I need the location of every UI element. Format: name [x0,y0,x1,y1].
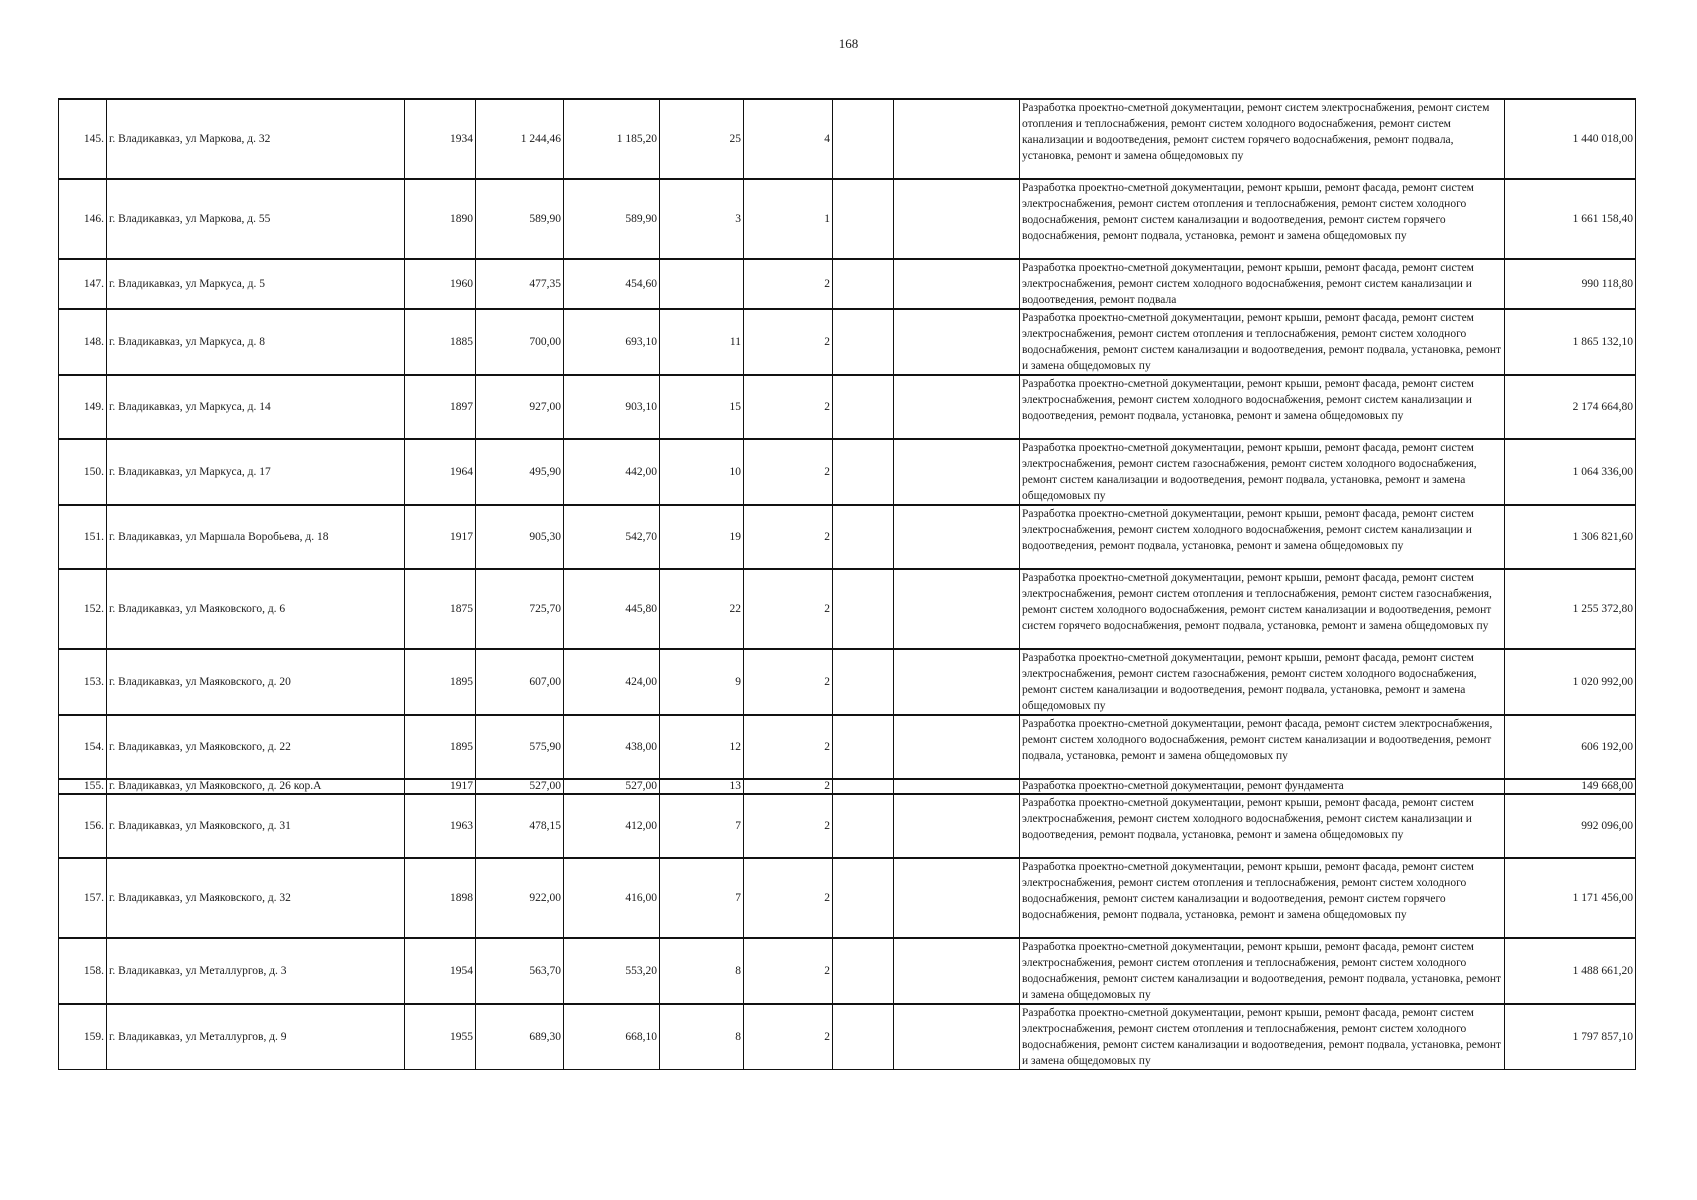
empty-cell [894,99,1020,179]
floors-cell: 2 [744,649,833,715]
row-number: 153. [59,649,107,715]
year-cell: 1934 [405,99,476,179]
empty-cell [894,715,1020,779]
table-row [59,938,1636,1004]
cost-cell: 606 192,00 [1505,715,1636,779]
cost-cell: 1 440 018,00 [1505,99,1636,179]
living-area-cell: 454,60 [564,259,660,309]
living-area-cell: 416,00 [564,858,660,938]
total-area-cell: 689,30 [476,1004,564,1070]
row-number: 156. [59,794,107,858]
residents-cell: 7 [660,858,744,938]
year-cell: 1898 [405,858,476,938]
cost-cell: 1 488 661,20 [1505,938,1636,1004]
address-cell: г. Владикавказ, ул Металлургов, д. 9 [107,1004,405,1070]
empty-cell [894,794,1020,858]
living-area-cell: 442,00 [564,439,660,505]
year-cell: 1964 [405,439,476,505]
empty-cell [894,309,1020,375]
residents-cell: 7 [660,794,744,858]
living-area-cell: 527,00 [564,779,660,794]
table-row [59,179,1636,259]
cost-cell: 1 797 857,10 [1505,1004,1636,1070]
address-cell: г. Владикавказ, ул Маяковского, д. 6 [107,569,405,649]
table-row [59,259,1636,309]
residents-cell: 25 [660,99,744,179]
address-cell: г. Владикавказ, ул Маяковского, д. 20 [107,649,405,715]
floors-cell: 2 [744,938,833,1004]
year-cell: 1917 [405,779,476,794]
floors-cell: 2 [744,439,833,505]
cost-cell: 1 020 992,00 [1505,649,1636,715]
works-description-cell: Разработка проектно-сметной документации, ремонт крыши, ремонт фасада, ремонт систем электроснабжения, ремонт систем отопления и теплоснабжения, ремонт систем холодного водоснабжения, ремонт систем канализации и водоотведения, ремонт систем горячего водоснабжения, ремонт подвала, установка, ремонт и замена общедомовых пу [1020,179,1505,259]
floors-cell: 1 [744,179,833,259]
empty-cell [894,649,1020,715]
total-area-cell: 589,90 [476,179,564,259]
registry-body [59,99,1636,1070]
cost-cell: 1 306 821,60 [1505,505,1636,569]
floors-cell: 2 [744,794,833,858]
total-area-cell: 922,00 [476,858,564,938]
works-description-cell: Разработка проектно-сметной документации, ремонт крыши, ремонт фасада, ремонт систем электроснабжения, ремонт систем холодного водоснабжения, ремонт систем канализации и водоотведения, ремонт подвала, установка, ремонт и замена общедомовых пу [1020,505,1505,569]
empty-cell [833,938,894,1004]
cost-cell: 992 096,00 [1505,794,1636,858]
residents-cell: 15 [660,375,744,439]
total-area-cell: 1 244,46 [476,99,564,179]
table-row [59,569,1636,649]
table-row [59,715,1636,779]
residents-cell: 13 [660,779,744,794]
table-row [59,505,1636,569]
address-cell: г. Владикавказ, ул Маркуса, д. 5 [107,259,405,309]
works-description-cell: Разработка проектно-сметной документации, ремонт крыши, ремонт фасада, ремонт систем электроснабжения, ремонт систем газоснабжения, ремонт систем холодного водоснабжения, ремонт систем канализации и водоотведения, ремонт подвала, установка, ремонт и замена общедомовых пу [1020,439,1505,505]
year-cell: 1963 [405,794,476,858]
empty-cell [894,439,1020,505]
empty-cell [833,99,894,179]
works-description-cell: Разработка проектно-сметной документации, ремонт систем электроснабжения, ремонт систем отопления и теплоснабжения, ремонт систем холодного водоснабжения, ремонт систем канализации и водоотведения, ремонт систем горячего водоснабжения, ремонт подвала, установка, ремонт и замена общедомовых пу [1020,99,1505,179]
floors-cell: 2 [744,779,833,794]
total-area-cell: 725,70 [476,569,564,649]
empty-cell [833,259,894,309]
works-description-cell: Разработка проектно-сметной документации, ремонт крыши, ремонт фасада, ремонт систем электроснабжения, ремонт систем холодного водоснабжения, ремонт систем канализации и водоотведения, ремонт подвала [1020,259,1505,309]
empty-cell [894,505,1020,569]
total-area-cell: 575,90 [476,715,564,779]
living-area-cell: 412,00 [564,794,660,858]
empty-cell [894,569,1020,649]
empty-cell [833,375,894,439]
empty-cell [833,179,894,259]
empty-cell [894,259,1020,309]
empty-cell [833,309,894,375]
empty-cell [894,179,1020,259]
year-cell: 1955 [405,1004,476,1070]
total-area-cell: 927,00 [476,375,564,439]
row-number: 159. [59,1004,107,1070]
table-row [59,858,1636,938]
empty-cell [894,779,1020,794]
address-cell: г. Владикавказ, ул Маяковского, д. 26 кор.А [107,779,405,794]
address-cell: г. Владикавказ, ул Маяковского, д. 32 [107,858,405,938]
works-description-cell: Разработка проектно-сметной документации, ремонт крыши, ремонт фасада, ремонт систем электроснабжения, ремонт систем отопления и теплоснабжения, ремонт систем холодного водоснабжения, ремонт систем канализации и водоотведения, ремонт подвала, установка, ремонт и замена общедомовых пу [1020,309,1505,375]
empty-cell [833,858,894,938]
row-number: 148. [59,309,107,375]
table-row [59,779,1636,794]
works-description-cell: Разработка проектно-сметной документации, ремонт крыши, ремонт фасада, ремонт систем электроснабжения, ремонт систем отопления и теплоснабжения, ремонт систем холодного водоснабжения, ремонт систем канализации и водоотведения, ремонт систем горячего водоснабжения, ремонт подвала, установка, ремонт и замена общедомовых пу [1020,858,1505,938]
works-description-cell: Разработка проектно-сметной документации, ремонт крыши, ремонт фасада, ремонт систем электроснабжения, ремонт систем отопления и теплоснабжения, ремонт систем газоснабжения, ремонт систем холодного водоснабжения, ремонт систем канализации и водоотведения, ремонт систем горячего водоснабжения, ремонт подвала, установка, ремонт и замена общедомовых пу [1020,569,1505,649]
living-area-cell: 903,10 [564,375,660,439]
residents-cell: 8 [660,1004,744,1070]
floors-cell: 2 [744,569,833,649]
row-number: 155. [59,779,107,794]
address-cell: г. Владикавказ, ул Маяковского, д. 22 [107,715,405,779]
living-area-cell: 693,10 [564,309,660,375]
year-cell: 1895 [405,649,476,715]
address-cell: г. Владикавказ, ул Маркуса, д. 17 [107,439,405,505]
table-row [59,649,1636,715]
table-row [59,375,1636,439]
total-area-cell: 478,15 [476,794,564,858]
registry-table [58,98,1636,1070]
floors-cell: 2 [744,505,833,569]
address-cell: г. Владикавказ, ул Маршала Воробьева, д. 18 [107,505,405,569]
works-description-cell: Разработка проектно-сметной документации, ремонт фундамента [1020,779,1505,794]
year-cell: 1890 [405,179,476,259]
empty-cell [833,569,894,649]
row-number: 147. [59,259,107,309]
address-cell: г. Владикавказ, ул Маяковского, д. 31 [107,794,405,858]
year-cell: 1885 [405,309,476,375]
total-area-cell: 607,00 [476,649,564,715]
living-area-cell: 668,10 [564,1004,660,1070]
row-number: 149. [59,375,107,439]
table-row [59,99,1636,179]
living-area-cell: 424,00 [564,649,660,715]
empty-cell [833,779,894,794]
cost-cell: 1 865 132,10 [1505,309,1636,375]
residents-cell: 9 [660,649,744,715]
table-row [59,794,1636,858]
table-row [59,439,1636,505]
total-area-cell: 700,00 [476,309,564,375]
cost-cell: 149 668,00 [1505,779,1636,794]
works-description-cell: Разработка проектно-сметной документации, ремонт крыши, ремонт фасада, ремонт систем электроснабжения, ремонт систем отопления и теплоснабжения, ремонт систем холодного водоснабжения, ремонт систем канализации и водоотведения, ремонт подвала, установка, ремонт и замена общедомовых пу [1020,1004,1505,1070]
residents-cell: 12 [660,715,744,779]
row-number: 146. [59,179,107,259]
residents-cell: 19 [660,505,744,569]
living-area-cell: 542,70 [564,505,660,569]
floors-cell: 2 [744,858,833,938]
address-cell: г. Владикавказ, ул Маркуса, д. 8 [107,309,405,375]
empty-cell [894,938,1020,1004]
works-description-cell: Разработка проектно-сметной документации, ремонт фасада, ремонт систем электроснабжения, ремонт систем холодного водоснабжения, ремонт систем канализации и водоотведения, ремонт подвала, установка, ремонт и замена общедомовых пу [1020,715,1505,779]
residents-cell [660,259,744,309]
cost-cell: 990 118,80 [1505,259,1636,309]
year-cell: 1897 [405,375,476,439]
floors-cell: 2 [744,1004,833,1070]
works-description-cell: Разработка проектно-сметной документации, ремонт крыши, ремонт фасада, ремонт систем электроснабжения, ремонт систем газоснабжения, ремонт систем холодного водоснабжения, ремонт систем канализации и водоотведения, ремонт подвала, установка, ремонт и замена общедомовых пу [1020,649,1505,715]
living-area-cell: 438,00 [564,715,660,779]
table-row [59,1004,1636,1070]
residents-cell: 10 [660,439,744,505]
address-cell: г. Владикавказ, ул Маркова, д. 55 [107,179,405,259]
works-description-cell: Разработка проектно-сметной документации, ремонт крыши, ремонт фасада, ремонт систем электроснабжения, ремонт систем отопления и теплоснабжения, ремонт систем холодного водоснабжения, ремонт систем канализации и водоотведения, ремонт подвала, установка, ремонт и замена общедомовых пу [1020,938,1505,1004]
year-cell: 1954 [405,938,476,1004]
cost-cell: 2 174 664,80 [1505,375,1636,439]
empty-cell [833,1004,894,1070]
floors-cell: 2 [744,715,833,779]
total-area-cell: 477,35 [476,259,564,309]
cost-cell: 1 255 372,80 [1505,569,1636,649]
living-area-cell: 553,20 [564,938,660,1004]
residents-cell: 11 [660,309,744,375]
row-number: 154. [59,715,107,779]
living-area-cell: 1 185,20 [564,99,660,179]
residents-cell: 22 [660,569,744,649]
year-cell: 1960 [405,259,476,309]
cost-cell: 1 661 158,40 [1505,179,1636,259]
year-cell: 1875 [405,569,476,649]
residents-cell: 3 [660,179,744,259]
total-area-cell: 905,30 [476,505,564,569]
total-area-cell: 495,90 [476,439,564,505]
floors-cell: 4 [744,99,833,179]
empty-cell [833,794,894,858]
residents-cell: 8 [660,938,744,1004]
empty-cell [894,1004,1020,1070]
cost-cell: 1 064 336,00 [1505,439,1636,505]
address-cell: г. Владикавказ, ул Металлургов, д. 3 [107,938,405,1004]
year-cell: 1917 [405,505,476,569]
row-number: 150. [59,439,107,505]
table-row [59,309,1636,375]
empty-cell [894,375,1020,439]
floors-cell: 2 [744,309,833,375]
living-area-cell: 445,80 [564,569,660,649]
row-number: 157. [59,858,107,938]
empty-cell [833,439,894,505]
floors-cell: 2 [744,259,833,309]
year-cell: 1895 [405,715,476,779]
floors-cell: 2 [744,375,833,439]
living-area-cell: 589,90 [564,179,660,259]
empty-cell [833,649,894,715]
cost-cell: 1 171 456,00 [1505,858,1636,938]
address-cell: г. Владикавказ, ул Маркова, д. 32 [107,99,405,179]
empty-cell [894,858,1020,938]
works-description-cell: Разработка проектно-сметной документации, ремонт крыши, ремонт фасада, ремонт систем электроснабжения, ремонт систем холодного водоснабжения, ремонт систем канализации и водоотведения, ремонт подвала, установка, ремонт и замена общедомовых пу [1020,794,1505,858]
row-number: 158. [59,938,107,1004]
total-area-cell: 563,70 [476,938,564,1004]
row-number: 151. [59,505,107,569]
empty-cell [833,505,894,569]
total-area-cell: 527,00 [476,779,564,794]
page-number: 168 [838,36,859,51]
row-number: 152. [59,569,107,649]
empty-cell [833,715,894,779]
row-number: 145. [59,99,107,179]
address-cell: г. Владикавказ, ул Маркуса, д. 14 [107,375,405,439]
works-description-cell: Разработка проектно-сметной документации, ремонт крыши, ремонт фасада, ремонт систем электроснабжения, ремонт систем холодного водоснабжения, ремонт систем канализации и водоотведения, ремонт подвала, установка, ремонт и замена общедомовых пу [1020,375,1505,439]
